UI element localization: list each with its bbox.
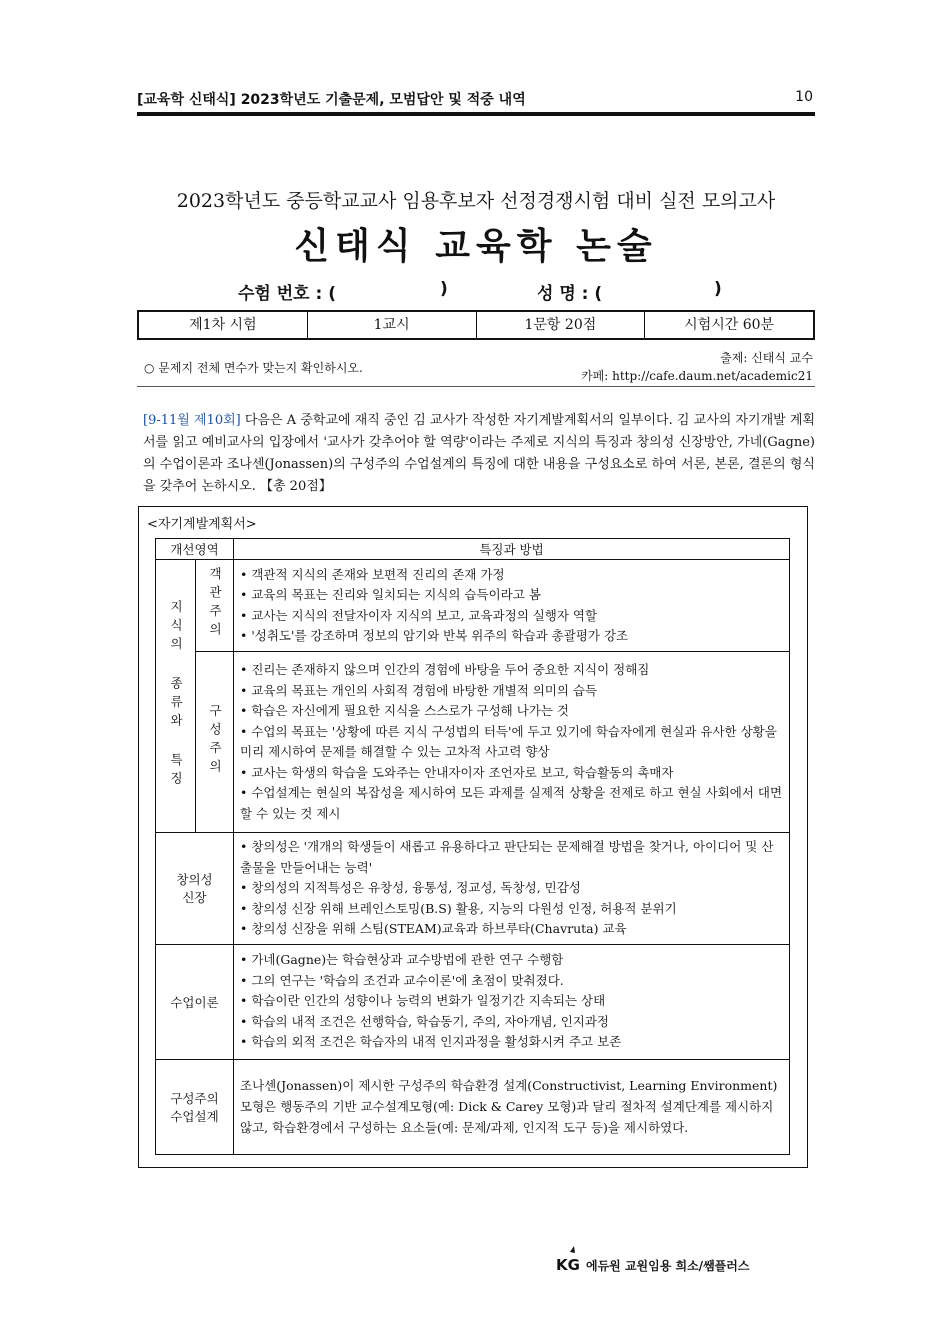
question-text xyxy=(143,410,815,498)
list-item: • 수업의 목표는 '상황에 따른 지식 구성법의 터득'에 두고 있기에 학습자에게 현실과 유사한 상황을 미리 제시하여 문제를 해결할 수 있는 고차적 사고력 향상 xyxy=(240,723,777,760)
list-item: • 교육의 목표는 진리와 일치되는 지식의 습득이라고 봄 xyxy=(240,587,541,603)
plan-caption: <자기계발계획서> xyxy=(147,517,257,532)
design-label-1: 구성주의 xyxy=(170,1090,219,1106)
table-row xyxy=(156,1059,790,1154)
table-row xyxy=(156,652,790,833)
list-item: • 수업설계는 현실의 복잡성을 제시하여 모든 과제를 실제적 상황을 전제로 하고 현실 사회에서 대면할 수 있는 것 제시 xyxy=(240,785,783,821)
divider xyxy=(137,386,815,387)
creativity-label-1: 창의성 xyxy=(176,872,213,888)
page-number: 10 xyxy=(795,89,813,105)
objectivism-label: 객관주의 xyxy=(207,567,223,642)
objectivism-content xyxy=(234,560,790,652)
brand-logo-area xyxy=(556,1244,756,1274)
objectivism-cell xyxy=(196,560,234,652)
list-item: • 창의성 신장 위해 브레인스토밍(B.S) 활용, 지능의 다원성 인정, 허용적 분위기 xyxy=(240,900,677,916)
instruction-content xyxy=(234,944,790,1059)
design-cell xyxy=(156,1059,234,1154)
exam-number-close: ) xyxy=(440,279,448,299)
page-count-notice: ○ 문제지 전체 면수가 맞는지 확인하시오. xyxy=(144,361,363,375)
list-item: • 학습은 자신에게 필요한 지식을 스스로가 구성해 나가는 것 xyxy=(240,703,569,719)
design-label-2: 수업설계 xyxy=(170,1108,219,1124)
info-cell-score: 1문항 20점 xyxy=(477,312,646,338)
knowledge-area-label: 지식의 종류와 특징 xyxy=(168,599,184,790)
name-label: 성 명 : ( xyxy=(537,284,603,304)
header-rule xyxy=(137,112,815,116)
kg-logo-icon xyxy=(556,1244,586,1274)
list-item: • 창의성의 지적특성은 유창성, 융통성, 정교성, 독창성, 민감성 xyxy=(240,880,581,895)
exam-subtitle: 2023학년도 중등학교교사 임용후보자 선정경쟁시험 대비 실전 모의고사 xyxy=(176,190,776,212)
self-development-plan xyxy=(138,506,808,1168)
instruction-label: 수업이론 xyxy=(170,994,219,1010)
brand-text: 에듀원 교원임용 희소/쌤플러스 xyxy=(586,1259,750,1273)
header-title: [교육학 신태식] 2023학년도 기출문제, 모범답안 및 적중 내역 xyxy=(137,92,526,108)
author-line: 출제: 신태식 교수 xyxy=(720,351,813,365)
col-area-header: 개선영역 xyxy=(156,539,234,560)
list-item: • 그의 연구는 '학습의 조건과 교수이론'에 초점이 맞춰졌다. xyxy=(240,972,564,988)
creativity-cell xyxy=(156,833,234,945)
knowledge-area-cell xyxy=(156,560,196,833)
exam-info-table xyxy=(137,310,815,340)
list-item: • 객관적 지식의 존재와 보편적 진리의 존재 가정 xyxy=(240,566,505,582)
list-item: • 교육의 목표는 개인의 사회적 경험에 바탕한 개별적 의미의 습득 xyxy=(240,682,598,698)
constructivism-content xyxy=(234,652,790,833)
instruction-cell xyxy=(156,944,234,1059)
list-item: • 진리는 존재하지 않으며 인간의 경험에 바탕을 두어 중요한 지식이 정해짐 xyxy=(240,662,650,678)
info-cell-period: 1교시 xyxy=(308,312,477,338)
constructivism-label: 구성주의 xyxy=(207,703,223,778)
table-header-row xyxy=(156,539,790,560)
list-item: • 가네(Gagne)는 학습현상과 교수방법에 관한 연구 수행함 xyxy=(240,952,564,968)
creativity-label-2: 신장 xyxy=(182,890,207,906)
table-row xyxy=(156,944,790,1059)
name-close: ) xyxy=(714,279,722,299)
page-header xyxy=(137,86,815,116)
table-row xyxy=(156,560,790,652)
exam-number-label: 수험 번호 : ( xyxy=(238,284,337,304)
question-tag: [9-11월 제10회] xyxy=(143,413,241,428)
list-item: • 창의성은 '개개의 학생들이 새롭고 유용하다고 판단되는 문제해결 방법을 찾거나, 아이디어 및 산출물을 만들어내는 능력' xyxy=(240,839,774,875)
list-item: • 교사는 지식의 전달자이자 지식의 보고, 교육과정의 실행자 역할 xyxy=(240,607,598,623)
info-cell-time: 시험시간 60분 xyxy=(684,317,775,333)
plan-table xyxy=(155,538,790,1155)
exam-title: 신태식 교육학 논술 xyxy=(294,226,658,267)
constructivism-cell xyxy=(196,652,234,833)
list-item: • 학습의 내적 조건은 선행학습, 학습동기, 주의, 자아개념, 인지과정 xyxy=(240,1013,610,1029)
list-item: • 교사는 학생의 학습을 도와주는 안내자이자 조언자로 보고, 학습활동의 촉매자 xyxy=(240,764,674,780)
list-item: • 창의성 신장을 위해 스팀(STEAM)교육과 하브루타(Chavruta) 교육 xyxy=(240,921,627,936)
list-item: • 학습의 외적 조건은 학습자의 내적 인지과정을 활성화시켜 주고 보존 xyxy=(240,1034,622,1050)
list-item: • 학습이란 인간의 성향이나 능력의 변화가 일정기간 지속되는 상태 xyxy=(240,993,606,1009)
list-item: • '성취도'를 강조하며 정보의 암기와 반복 위주의 학습과 총괄평가 강조 xyxy=(240,628,629,644)
creativity-content xyxy=(234,833,790,945)
svg-text:KG: KG xyxy=(556,1256,580,1274)
question-body: 다음은 A 중학교에 재직 중인 김 교사가 작성한 자기계발계획서의 일부이다. 김 교사의 자기개발 계획서를 읽고 예비교사의 입장에서 '교사가 갖추어야 할 역량'이라는 주제로 지식의 특징과 창의성 신장방안, 가네(Gagne)의 수업이론과 조나센(Jonassen)의 구성주의 수업설계의 특징에 대한 내용을 구성요소로 하여 서론, 본론, 결론의 형식을 갖추어 논하시오. 【총 20점】 xyxy=(143,413,815,494)
cafe-line: 카페: http://cafe.daum.net/academic21 xyxy=(581,369,813,383)
author-info xyxy=(581,349,813,385)
design-content: 조나센(Jonassen)이 제시한 구성주의 학습환경 설계(Constructivist, Learning Environment) 모형은 행동주의 기반 교수설계모형(예: Dick & Carey 모형)과 달리 절차적 설계단계를 제시하지 않고, 학습환경에서 구성하는 요소들(예: 문제/과제, 인지적 도구 등)을 제시하였다. xyxy=(234,1059,790,1154)
col-feature-header: 특징과 방법 xyxy=(234,539,790,560)
table-row xyxy=(156,833,790,945)
info-cell-session: 제1차 시험 xyxy=(139,312,308,338)
